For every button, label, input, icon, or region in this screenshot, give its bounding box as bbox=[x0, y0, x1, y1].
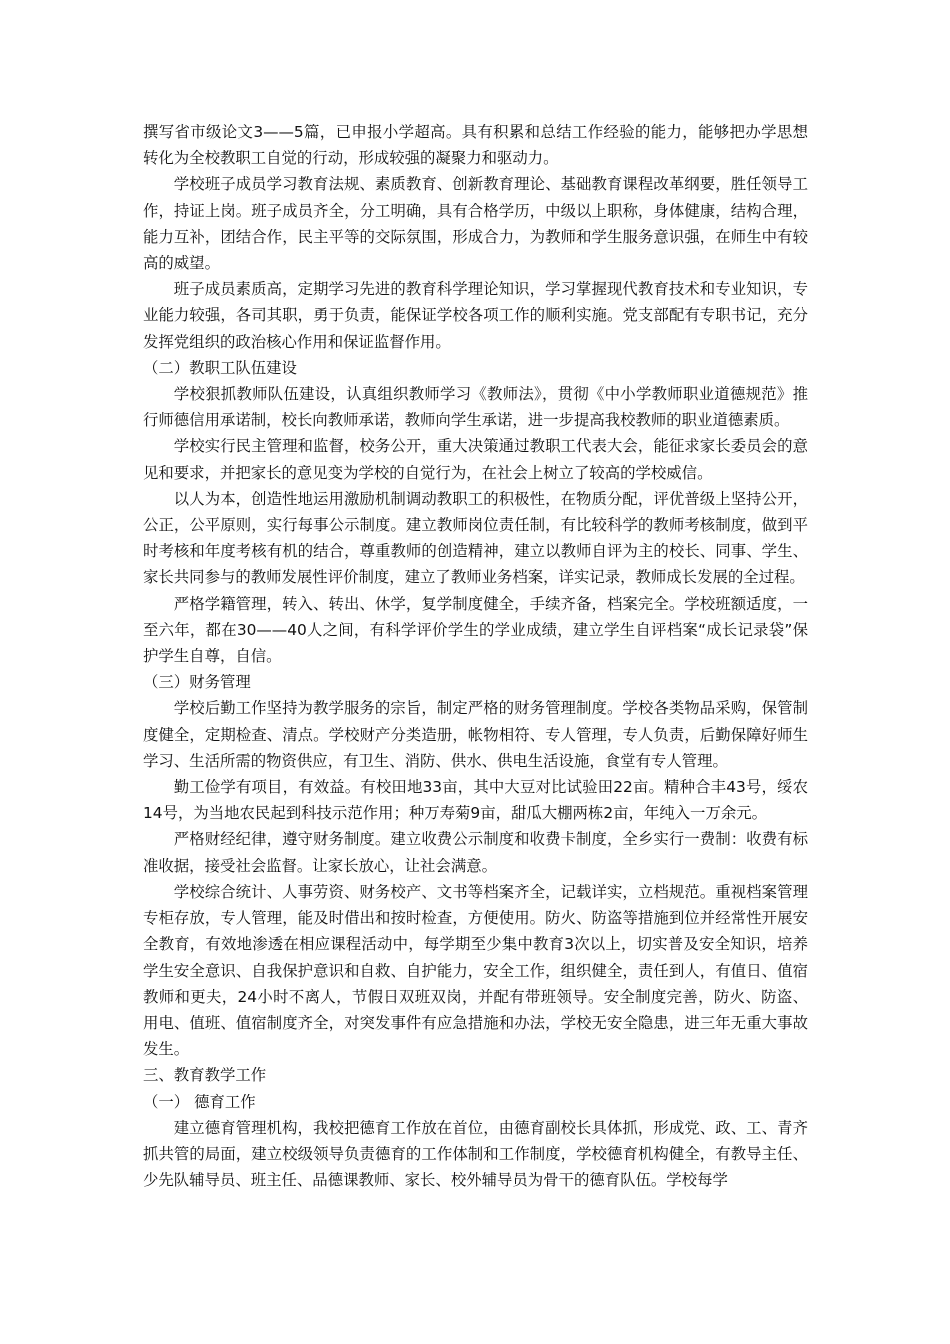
paragraph: 以人为本，创造性地运用激励机制调动教职工的积极性，在物质分配，评优普级上坚持公开，公正，公平原则，实行每事公示制度。建立教师岗位责任制，有比较科学的教师考核制度，做到平时考核和年度考核有机的结合，尊重教师的创造精神，建立以教师自评为主的校长、同事、学生、家长共同参与的教师发展性评价制度，建立了教师业务档案，详实记录，教师成长发展的全过程。 bbox=[143, 489, 808, 587]
paragraph: 学校后勤工作坚持为教学服务的宗旨，制定严格的财务管理制度。学校各类物品采购，保管制度健全，定期检查、清点。学校财产分类造册，帐物相符、专人管理，专人负责，后勤保障好师生学习、生活所需的物资供应，有卫生、消防、供水、供电生活设施，食堂有专人管理。 bbox=[143, 699, 808, 770]
section-heading: （二）教职工队伍建设 bbox=[143, 358, 297, 377]
section-heading: （三）财务管理 bbox=[143, 673, 251, 692]
paragraph: 学校班子成员学习教育法规、素质教育、创新教育理论、基础教育课程改革纲要，胜任领导工作，持证上岗。班子成员齐全，分工明确，具有合格学历，中级以上职称，身体健康，结构合理，能力互补，团结合作，民主平等的交际氛围，形成合力，为教师和学生服务意识强，在师生中有较高的威望。 bbox=[143, 175, 808, 273]
paragraph: 学校狠抓教师队伍建设，认真组织教师学习《教师法》，贯彻《中小学教师职业道德规范》推行师德信用承诺制，校长向教师承诺，教师向学生承诺，进一步提高我校教师的职业道德素质。 bbox=[143, 385, 808, 430]
paragraph: 学校综合统计、人事劳资、财务校产、文书等档案齐全，记载详实，立档规范。重视档案管理专柜存放，专人管理，能及时借出和按时检查，方便使用。防火、防盗等措施到位并经常性开展安全教育，有效地渗透在相应课程活动中，每学期至少集中教育3次以上，切实普及安全知识，培养学生安全意识、自我保护意识和自救、自护能力，安全工作，组织健全，责任到人，有值日、值宿教师和更夫，24小时不离人，节假日双班双岗，并配有带班领导。安全制度完善，防火、防盗、用电、值班、值宿制度齐全，对突发事件有应急措施和办法，学校无安全隐患，进三年无重大事故发生。 bbox=[143, 882, 808, 1059]
chapter-heading: 三、教育教学工作 bbox=[143, 1066, 267, 1085]
paragraph: 勤工俭学有项目，有效益。有校田地33亩，其中大豆对比试验田22亩。精种合丰43号，绥农14号，为当地农民起到科技示范作用；种万寿菊9亩，甜瓜大棚两栋2亩，年纯入一万余元。 bbox=[143, 778, 808, 823]
paragraph: 撰写省市级论文3——5篇，已申报小学超高。具有积累和总结工作经验的能力，能够把办学思想转化为全校教职工自觉的行动，形成较强的凝聚力和驱动力。 bbox=[143, 123, 808, 168]
paragraph: 班子成员素质高，定期学习先进的教育科学理论知识，学习掌握现代教育技术和专业知识，专业能力较强，各司其职，勇于负责，能保证学校各项工作的顺利实施。党支部配有专职书记，充分发挥党组织的政治核心作用和保证监督作用。 bbox=[143, 280, 808, 351]
section-heading: （一） 德育工作 bbox=[143, 1092, 256, 1111]
paragraph: 建立德育管理机构，我校把德育工作放在首位，由德育副校长具体抓，形成党、政、工、青齐抓共管的局面，建立校级领导负责德育的工作体制和工作制度，学校德育机构健全，有教导主任、少先队辅导员、班主任、品德课教师、家长、校外辅导员为骨干的德育队伍。学校每学 bbox=[143, 1118, 808, 1190]
paragraph: 严格财经纪律，遵守财务制度。建立收费公示制度和收费卡制度，全乡实行一费制：收费有标准收据，接受社会监督。让家长放心，让社会满意。 bbox=[143, 830, 808, 875]
document-page bbox=[143, 119, 808, 1193]
paragraph: 严格学籍管理，转入、转出、休学，复学制度健全，手续齐备，档案完全。学校班额适度，一至六年，都在30——40人之间，有科学评价学生的学业成绩，建立学生自评档案“成长记录袋”保护学生自尊，自信。 bbox=[143, 594, 808, 666]
paragraph: 学校实行民主管理和监督，校务公开，重大决策通过教职工代表大会，能征求家长委员会的意见和要求，并把家长的意见变为学校的自觉行为，在社会上树立了较高的学校威信。 bbox=[143, 437, 808, 482]
